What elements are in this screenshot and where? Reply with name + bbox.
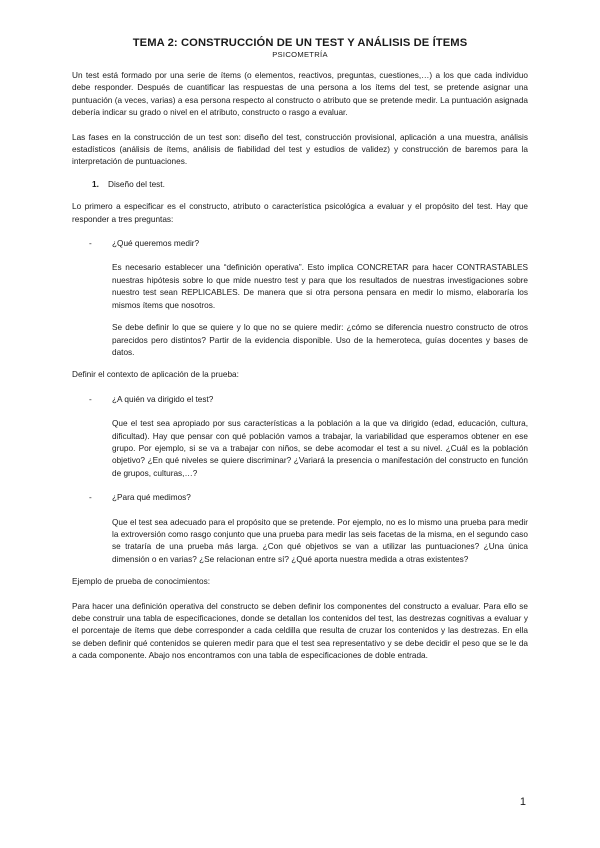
section-number: 1. bbox=[92, 179, 99, 189]
section-heading bbox=[72, 179, 528, 191]
question-item-who bbox=[72, 394, 528, 406]
question-why-paragraph: Que el test sea adecuado para el propósito que se pretende. Por ejemplo, no es lo mismo una prueba para medir la extroversión como rasgo conjunto que una prueba para medir las seis facetas de la misma, en el segundo caso se trataría de una prueba más larga. ¿Con qué objetivos se van a utilizar las puntuaciones? ¿Una única dimensión o en varias? ¿Se relacionan entre sí? ¿Qué aporta nuestra medida a otras existentes? bbox=[112, 517, 528, 564]
question-item-what bbox=[72, 238, 528, 250]
question-what-paragraph-2: Se debe definir lo que se quiere y lo que no se quiere medir: ¿cómo se diferencia nuestro constructo de otros parecidos pero distintos? Partir de la evidencia disponible. Uso de la hemeroteca, guías docentes y bases de datos. bbox=[112, 323, 528, 357]
page-number: 1 bbox=[519, 796, 526, 808]
bullet-dash: - bbox=[89, 239, 92, 249]
question-item-why bbox=[72, 492, 528, 504]
question-what-paragraph-1: Es necesario establecer una “definición operativa”. Esto implica CONCRETAR para hacer CONTRASTABLES nuestras hipótesis sobre lo que mide nuestro test y para que los resultados de nuestras investigaciones sobre nuestro test sean REPLICABLES. De manera que si otra persona pensara en medir lo mismo, elaboraría los mismos ítems que nosotros. bbox=[112, 263, 528, 310]
page-title: TEMA 2: CONSTRUCCIÓN DE UN TEST Y ANÁLISIS DE ÍTEMS bbox=[132, 37, 468, 49]
question-text: ¿A quién va dirigido el test? bbox=[112, 394, 214, 404]
intro-paragraph-2: Las fases en la construcción de un test son: diseño del test, construcción provisional, aplicación a una muestra, análisis estadísticos (análisis de ítems, análisis de fiabilidad del test y estudios de validez) y construcción de baremos para la interpretación de puntuaciones. bbox=[72, 132, 528, 167]
example-heading: Ejemplo de prueba de conocimientos: bbox=[72, 577, 211, 587]
section-title: Diseño del test. bbox=[108, 179, 165, 189]
example-paragraph: Para hacer una definición operativa del constructo se deben definir los componentes del constructo a evaluar. Para ello se debe construir una tabla de especificaciones, donde se detallan los contenidos del test, las destrezas cognitivas a evaluar y el porcentaje de ítems que debe corresponder a cada celdilla que resulta de cruzar los contenidos y las destrezas. En ella se deben definir qué contenidos se quieren medir para que el test sea representativo y se debe decidir el peso que se le da a cada componente. Abajo nos encontramos con una tabla de especificaciones de doble entrada. bbox=[72, 601, 528, 661]
page-subtitle: PSICOMETRÍA bbox=[272, 50, 328, 59]
intro-paragraph-1: Un test está formado por una serie de ítems (o elementos, reactivos, preguntas, cuestiones,…) a los que cada individuo debe responder. Después de cuantificar las respuestas de una persona a los ítems del test, se pretende asignar una puntuación (a veces, varias) a esa persona respecto al constructo o atributo que se pretende medir. La puntuación asignada debería indicar su grado o nivel en el atributo, constructo o rasgo a evaluar. bbox=[72, 71, 528, 118]
question-who-paragraph: Que el test sea apropiado por sus características a la población a la que va dirigido (edad, educación, cultura, dificultad). Hay que pensar con qué población vamos a trabajar, la variabilidad que esperamos obtener en ese grupo. Por ejemplo, si se va a trabajar con niños, se debe acomodar el test a su nivel. ¿Cuál es la población objetivo? ¿En qué niveles se quiere discriminar? ¿Variará la presencia o manifestación del constructo en función de grupos, culturas,…? bbox=[112, 419, 528, 478]
bullet-dash: - bbox=[89, 493, 92, 503]
bullet-dash: - bbox=[89, 394, 92, 404]
context-heading: Definir el contexto de aplicación de la prueba: bbox=[72, 370, 239, 380]
question-text: ¿Para qué medimos? bbox=[112, 493, 191, 503]
question-text: ¿Qué queremos medir? bbox=[112, 239, 200, 249]
section-intro-paragraph: Lo primero a especificar es el constructo, atributo o característica psicológica a evaluar y el propósito del test. Hay que responder a tres preguntas: bbox=[72, 202, 528, 224]
